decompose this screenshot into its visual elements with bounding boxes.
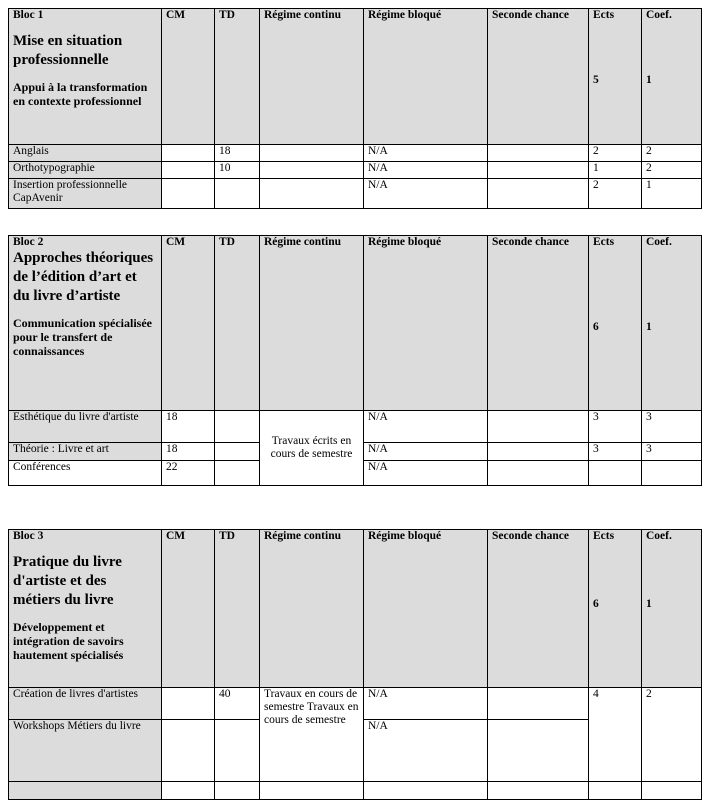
course-coef: 1 bbox=[642, 179, 702, 209]
course-coef: 3 bbox=[642, 411, 702, 443]
course-continu bbox=[260, 179, 364, 209]
course-cm bbox=[162, 162, 215, 179]
header-regime-bloque: Régime bloqué bbox=[364, 9, 488, 145]
bloc1-coef: 1 bbox=[646, 74, 652, 86]
course-coef: 3 bbox=[642, 443, 702, 461]
course-bloque: N/A bbox=[364, 443, 488, 461]
course-continu bbox=[260, 162, 364, 179]
course-continu-merged: Travaux écrits en cours de semestre bbox=[260, 411, 364, 486]
course-cm: 18 bbox=[162, 411, 215, 443]
course-td bbox=[215, 720, 260, 782]
bloc2-table bbox=[8, 235, 702, 486]
course-cm: 18 bbox=[162, 443, 215, 461]
bloc2-header-cell bbox=[9, 236, 162, 411]
course-name: Création de livres d'artistes bbox=[9, 688, 162, 720]
course-bloque: N/A bbox=[364, 688, 488, 720]
bloc3-ects: 6 bbox=[593, 598, 599, 610]
course-bloque: N/A bbox=[364, 179, 488, 209]
header-cm: CM bbox=[162, 9, 215, 145]
course-td bbox=[215, 179, 260, 209]
empty-cell bbox=[364, 782, 488, 800]
bloc2-label: Bloc 2 bbox=[13, 236, 44, 248]
course-td: 10 bbox=[215, 162, 260, 179]
bloc1-label: Bloc 1 bbox=[13, 9, 44, 21]
header-regime-continu: Régime continu bbox=[260, 9, 364, 145]
course-ects: 2 bbox=[589, 145, 642, 162]
course-bloque: N/A bbox=[364, 162, 488, 179]
course-td bbox=[215, 443, 260, 461]
empty-cell bbox=[589, 782, 642, 800]
course-coef: 2 bbox=[642, 145, 702, 162]
bloc3-coef: 1 bbox=[646, 598, 652, 610]
header-coef-label: Coef. bbox=[646, 236, 672, 248]
header-coef bbox=[642, 9, 702, 145]
header-regime-bloque: Régime bloqué bbox=[364, 236, 488, 411]
course-name: Théorie : Livre et art bbox=[9, 443, 162, 461]
bloc2-title: Approches théoriques de l’édition d’art et du livre d’artiste bbox=[13, 250, 154, 304]
course-cm bbox=[162, 145, 215, 162]
course-bloque: N/A bbox=[364, 720, 488, 782]
course-cm bbox=[162, 720, 215, 782]
course-seconde bbox=[488, 411, 589, 443]
course-ects: 3 bbox=[589, 443, 642, 461]
header-coef bbox=[642, 530, 702, 688]
course-ects-merged: 4 bbox=[589, 688, 642, 782]
course-ects: 1 bbox=[589, 162, 642, 179]
bloc1-ects: 5 bbox=[593, 74, 599, 86]
course-continu bbox=[260, 145, 364, 162]
header-ects-label: Ects bbox=[593, 530, 615, 542]
empty-cell bbox=[642, 782, 702, 800]
table-row bbox=[9, 688, 702, 720]
course-name: Anglais bbox=[9, 145, 162, 162]
header-seconde-chance: Seconde chance bbox=[488, 530, 589, 688]
course-ects: 3 bbox=[589, 411, 642, 443]
table-row bbox=[9, 179, 702, 209]
course-seconde bbox=[488, 720, 589, 782]
header-seconde-chance: Seconde chance bbox=[488, 9, 589, 145]
course-name-empty bbox=[9, 782, 162, 800]
header-coef-label: Coef. bbox=[646, 530, 672, 542]
header-regime-bloque: Régime bloqué bbox=[364, 530, 488, 688]
bloc2-ects: 6 bbox=[593, 321, 599, 333]
empty-cell bbox=[215, 782, 260, 800]
header-ects bbox=[589, 9, 642, 145]
course-seconde bbox=[488, 162, 589, 179]
header-coef-label: Coef. bbox=[646, 9, 672, 21]
course-td: 40 bbox=[215, 688, 260, 720]
bloc2-coef: 1 bbox=[646, 321, 652, 333]
bloc1-title: Mise en situation professionnelle bbox=[13, 33, 123, 68]
course-name: Insertion professionnelle CapAvenir bbox=[9, 179, 162, 209]
course-td bbox=[215, 411, 260, 443]
course-continu-merged: Travaux en cours de semestre Travaux en cours de semestre bbox=[260, 688, 364, 782]
empty-cell bbox=[488, 782, 589, 800]
course-td: 18 bbox=[215, 145, 260, 162]
course-bloque: N/A bbox=[364, 411, 488, 443]
course-bloque: N/A bbox=[364, 461, 488, 486]
bloc1-header-cell bbox=[9, 9, 162, 145]
bloc3-header-cell bbox=[9, 530, 162, 688]
empty-cell bbox=[260, 782, 364, 800]
bloc3-subtitle: Développement et intégration de savoirs hautement spécialisés bbox=[13, 620, 124, 662]
course-td bbox=[215, 461, 260, 486]
header-ects bbox=[589, 236, 642, 411]
header-ects-label: Ects bbox=[593, 236, 615, 248]
course-name: Workshops Métiers du livre bbox=[9, 720, 162, 782]
course-name: Esthétique du livre d'artiste bbox=[9, 411, 162, 443]
table-row bbox=[9, 782, 702, 800]
bloc3-title: Pratique du livre d'artiste et des métiers du livre bbox=[13, 554, 122, 608]
course-cm bbox=[162, 688, 215, 720]
bloc2-subtitle: Communication spécialisée pour le transfert de connaissances bbox=[13, 316, 152, 358]
course-name: Orthotypographie bbox=[9, 162, 162, 179]
table-row bbox=[9, 411, 702, 443]
bloc1-table bbox=[8, 8, 702, 209]
empty-cell bbox=[162, 782, 215, 800]
course-cm: 22 bbox=[162, 461, 215, 486]
course-bloque: N/A bbox=[364, 145, 488, 162]
header-ects bbox=[589, 530, 642, 688]
table-row bbox=[9, 162, 702, 179]
table-row bbox=[9, 145, 702, 162]
header-coef bbox=[642, 236, 702, 411]
header-regime-continu: Régime continu bbox=[260, 530, 364, 688]
header-td: TD bbox=[215, 530, 260, 688]
course-seconde bbox=[488, 179, 589, 209]
course-coef-merged: 2 bbox=[642, 688, 702, 782]
header-cm: CM bbox=[162, 530, 215, 688]
course-ects bbox=[589, 461, 642, 486]
course-seconde bbox=[488, 145, 589, 162]
header-td: TD bbox=[215, 9, 260, 145]
course-cm bbox=[162, 179, 215, 209]
course-coef: 2 bbox=[642, 162, 702, 179]
header-regime-continu: Régime continu bbox=[260, 236, 364, 411]
course-seconde bbox=[488, 688, 589, 720]
bloc1-subtitle: Appui à la transformation en contexte professionnel bbox=[13, 80, 148, 108]
header-td: TD bbox=[215, 236, 260, 411]
bloc3-label: Bloc 3 bbox=[13, 530, 44, 542]
header-ects-label: Ects bbox=[593, 9, 615, 21]
course-seconde bbox=[488, 443, 589, 461]
course-coef bbox=[642, 461, 702, 486]
header-seconde-chance: Seconde chance bbox=[488, 236, 589, 411]
course-ects: 2 bbox=[589, 179, 642, 209]
course-seconde bbox=[488, 461, 589, 486]
bloc3-table bbox=[8, 529, 702, 800]
header-cm: CM bbox=[162, 236, 215, 411]
course-name: Conférences bbox=[9, 461, 162, 486]
